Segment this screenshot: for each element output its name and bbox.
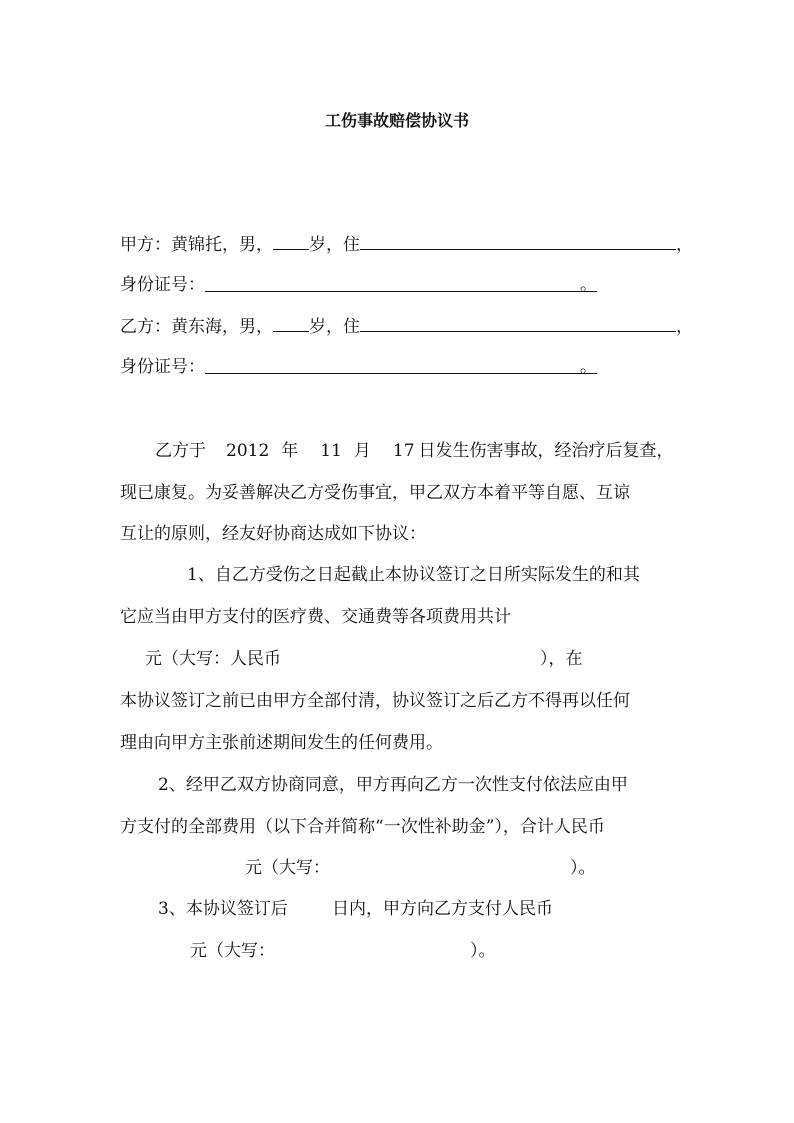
clause2-line-2: 方支付的全部费用（以下合并简称“一次性补助金”），合计人民币 — [120, 817, 605, 837]
party-b-line — [120, 315, 693, 337]
party-b-end: ， — [676, 317, 693, 337]
intro-line-2: 现已康复。为妥善解决乙方受伤事宜，甲乙双方本着平等自愿、互谅 — [120, 483, 630, 503]
party-b-label: 乙方： — [120, 317, 171, 337]
intro-line-1 — [155, 441, 674, 461]
party-a-name: 黄锦托 — [171, 235, 222, 255]
party-b-id-end: 。 — [580, 357, 597, 377]
party-b-age-suffix: 岁，住 — [309, 317, 360, 337]
accident-year: 2012 — [226, 441, 270, 461]
clause2-line-3a: 元（大写： — [245, 858, 330, 878]
party-a-gender: ，男， — [222, 235, 273, 255]
accident-day: 17 — [392, 441, 415, 461]
party-a-line — [120, 233, 693, 255]
party-b-id-label: 身份证号： — [120, 357, 205, 377]
intro-line-3: 互让的原则，经友好协商达成如下协议： — [120, 524, 426, 544]
accident-month: 11 — [320, 441, 342, 461]
party-b-age-blank — [273, 315, 309, 332]
clause1-line-2: 它应当由甲方支付的医疗费、交通费等各项费用共计 — [120, 607, 511, 627]
clause1-line-3b: ），在 — [540, 649, 583, 669]
year-unit: 年 — [281, 441, 299, 461]
party-a-id-end: 。 — [580, 275, 597, 295]
month-unit: 月 — [353, 441, 371, 461]
clause1-line-3a: 元（大写：人民币 — [145, 649, 281, 669]
document-title: 工伤事故赔偿协议书 — [324, 111, 469, 130]
party-a-age-blank — [273, 233, 309, 250]
party-b-name: 黄东海 — [171, 317, 222, 337]
intro-text: 乙方于 — [155, 441, 206, 461]
party-b-id-line — [120, 357, 597, 377]
party-a-label: 甲方： — [120, 235, 171, 255]
party-a-id-label: 身份证号： — [120, 275, 205, 295]
party-a-end: ， — [676, 235, 693, 255]
intro-rest: 日发生伤害事故，经治疗后复查， — [418, 441, 674, 461]
clause1-line-1: 1、自乙方受伤之日起截止本协议签订之日所实际发生的和其 — [187, 565, 640, 585]
party-a-id-blank — [205, 275, 597, 295]
clause2-line-3b: ）。 — [570, 858, 596, 878]
clause3-line-1a: 3、本协议签订后 — [158, 899, 288, 919]
clause2-line-1: 2、经甲乙双方协商同意，甲方再向乙方一次性支付依法应由甲 — [158, 775, 628, 795]
party-b-id-blank — [205, 357, 597, 377]
clause3-line-2b: ）。 — [470, 941, 496, 961]
clause3-line-2a: 元（大写： — [190, 941, 275, 961]
party-a-address-blank — [360, 233, 676, 250]
party-b-gender: ，男， — [222, 317, 273, 337]
party-a-id-line — [120, 275, 597, 295]
clause3-line-1b: 日内，甲方向乙方支付人民币 — [332, 899, 553, 919]
clause1-line-4: 本协议签订之前已由甲方全部付清，协议签订之后乙方不得再以任何 — [120, 691, 630, 711]
party-a-age-suffix: 岁，住 — [309, 235, 360, 255]
party-b-address-blank — [360, 315, 676, 332]
clause1-line-5: 理由向甲方主张前述期间发生的任何费用。 — [120, 733, 443, 753]
